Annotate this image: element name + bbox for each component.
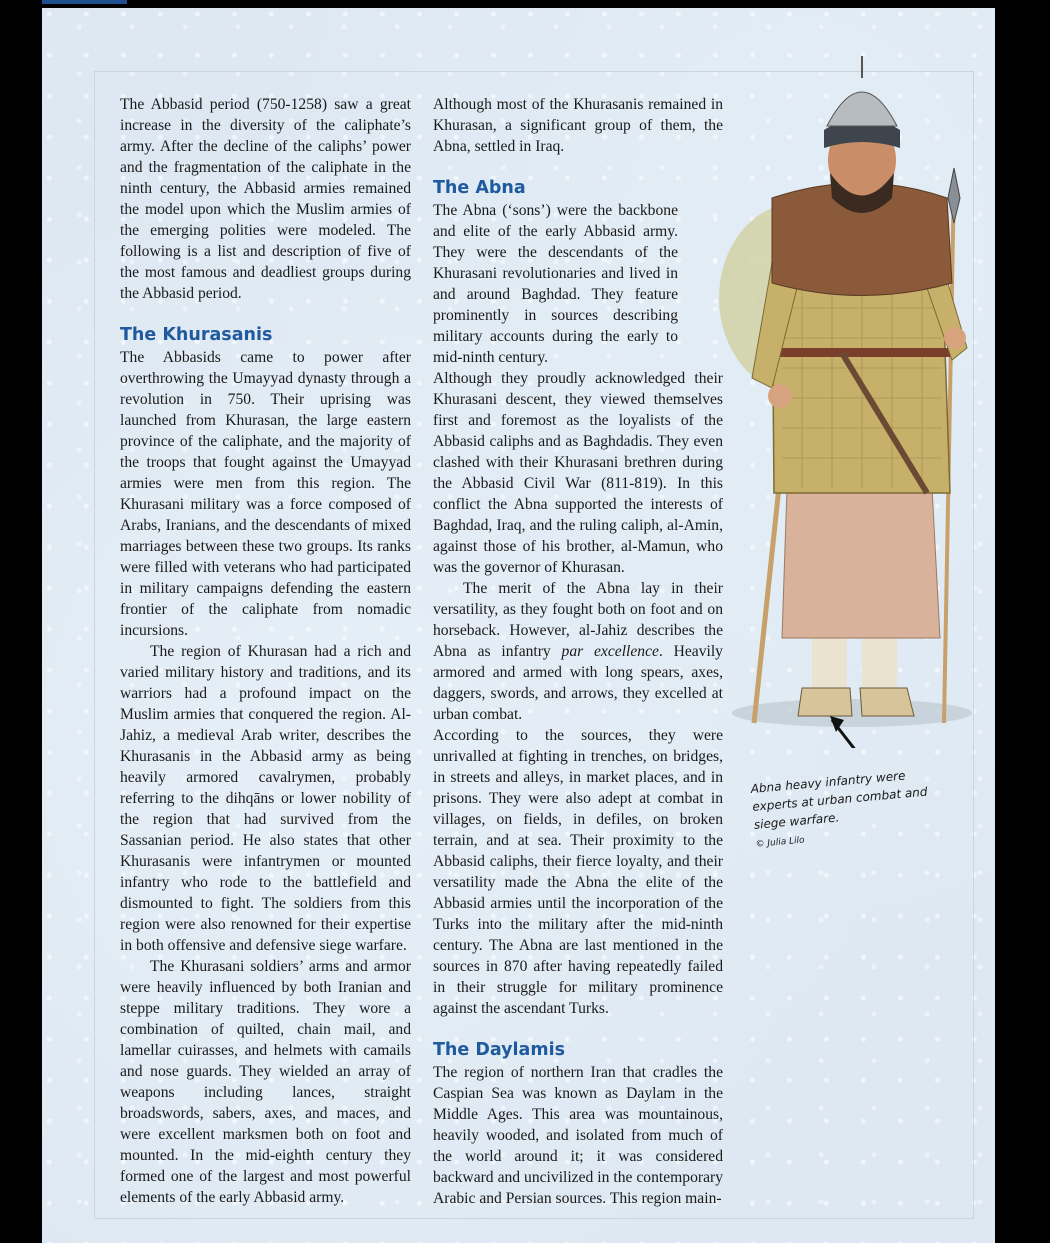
continuation-paragraph: Although most of the Khurasanis remained in Khurasan, a significant group of them, the Abna, settled in Iraq. bbox=[433, 96, 723, 155]
abna-p2a-emphasis: par excellence bbox=[561, 643, 659, 660]
left-column bbox=[120, 94, 411, 1208]
khurasanis-paragraph-3: The Khurasani soldiers’ arms and armor were heavily influenced by both Iranian and steppe military traditions. They wore a combination of quilted, chain mail, and lamellar cuirasses, and helmets with camails and nose guards. They wielded an array of weapons including lances, straight broadswords, sabers, axes, and maces, and were excellent marksmen both on foot and mounted. In the mid-eighth century they formed one of the largest and most powerful elements of the early Abbasid army. bbox=[120, 958, 411, 1206]
abna-paragraph-2b: According to the sources, they were unrivalled at fighting in trenches, on bridges, in streets and alleys, in market places, and in prisons. They were also adept at combat in villages, on fields, in defiles, on broken terrain, and at sea. Their proximity to the Abbasid caliphs, their fierce loyalty, and their versatility made the Abna the elite of the Abbasid armies until the incorporation of the Turks into the military after the mid-ninth century. The Abna are last mentioned in the sources in 870 after having repeatedly failed in their struggle for military prominence against the ascendant Turks. bbox=[433, 727, 723, 1017]
intro-paragraph: The Abbasid period (750-1258) saw a great increase in the diversity of the caliphate’s army. After the decline of the caliphs’ power and the fragmentation of the caliphate in the ninth century, the Abbasid armies remained the model upon which the Muslim armies of the emerging polities were modeled. The following is a list and description of five of the most famous and deadliest groups during the Abbasid period. bbox=[120, 96, 411, 302]
heading-khurasanis: The Khurasanis bbox=[120, 325, 273, 345]
middle-column bbox=[433, 94, 723, 1209]
top-bar-accent bbox=[42, 0, 127, 4]
illustration-caption bbox=[750, 763, 946, 853]
abna-p2a-pre: The merit of the Abna lay in their versatility, as they fought both on foot and on horseback. However, al-Jahiz describes the Abna as infantry bbox=[433, 580, 723, 660]
abna-paragraph-1a: The Abna (‘sons’) were the backbone and elite of the early Abbasid army. They were the descendants of the Khurasani revolutionaries and lived in and around Baghdad. They feature prominently in sources describing military accounts during the early to mid-ninth century. bbox=[433, 202, 678, 366]
caption-credit: © Julia Lilo bbox=[755, 835, 806, 850]
heading-daylamis: The Daylamis bbox=[433, 1040, 566, 1060]
abna-paragraph-2a bbox=[433, 578, 723, 725]
caption-text: Abna heavy infantry were experts at urban combat and siege warfare. bbox=[750, 768, 928, 832]
page-frame-left bbox=[94, 71, 95, 1219]
abna-p2a-post: . Heavily armored and armed with long spears, axes, daggers, swords, and arrows, they excelled at urban combat. bbox=[433, 643, 723, 723]
khurasanis-paragraph-1: The Abbasids came to power after overthrowing the Umayyad dynasty through a revolution in 750. Their uprising was launched from Khurasan, the large eastern province of the caliphate, and the majority of the troops that fought against the Umayyad armies were men from this region. The Khurasani military was a force composed of Arabs, Iranians, and the descendants of mixed marriages between these two groups. Its ranks were filled with veterans who had participated in military campaigns defending the eastern frontier of the caliphate from nomadic incursions. bbox=[120, 349, 411, 639]
khurasanis-paragraph-2: The region of Khurasan had a rich and varied military history and traditions, and its warriors had a profound impact on the Muslim armies that conquered the region. Al-Jahiz, a medieval Arab writer, describes the Khurasanis in the Abbasid army as being heavily armored cavalrymen, probably referring to the dihqāns or lower nobility of the region that had survived from the Sassanian period. He also states that other Khurasanis were infantrymen or mounted infantry who rode to the battlefield and dismounted to fight. The soldiers from this region were also renowned for their expertise in both offensive and defensive siege warfare. bbox=[120, 643, 411, 954]
page-frame-bottom bbox=[94, 1218, 974, 1219]
heading-abna: The Abna bbox=[433, 178, 526, 198]
book-page bbox=[42, 8, 995, 1243]
abna-paragraph-1b: Although they proudly acknowledged their Khurasani descent, they viewed themselves first and foremost as the loyalists of the Abbasid caliphs and as Baghdadis. They even clashed with their Khurasani brethren during the Abbasid Civil War (811-819). In this conflict the Abna supported the interests of Baghdad, Iraq, and the ruling caliph, al-Amin, against those of his brother, al-Mamun, who was the governor of Khurasan. bbox=[433, 370, 723, 576]
abna-warrior-illustration bbox=[702, 48, 987, 748]
daylamis-paragraph-1: The region of northern Iran that cradles the Caspian Sea was known as Daylam in the Middle Ages. This area was mountainous, heavily wooded, and isolated from much of the world around it; it was considered backward and uncivilized in the contemporary Arabic and Persian sources. This region main- bbox=[433, 1064, 723, 1207]
